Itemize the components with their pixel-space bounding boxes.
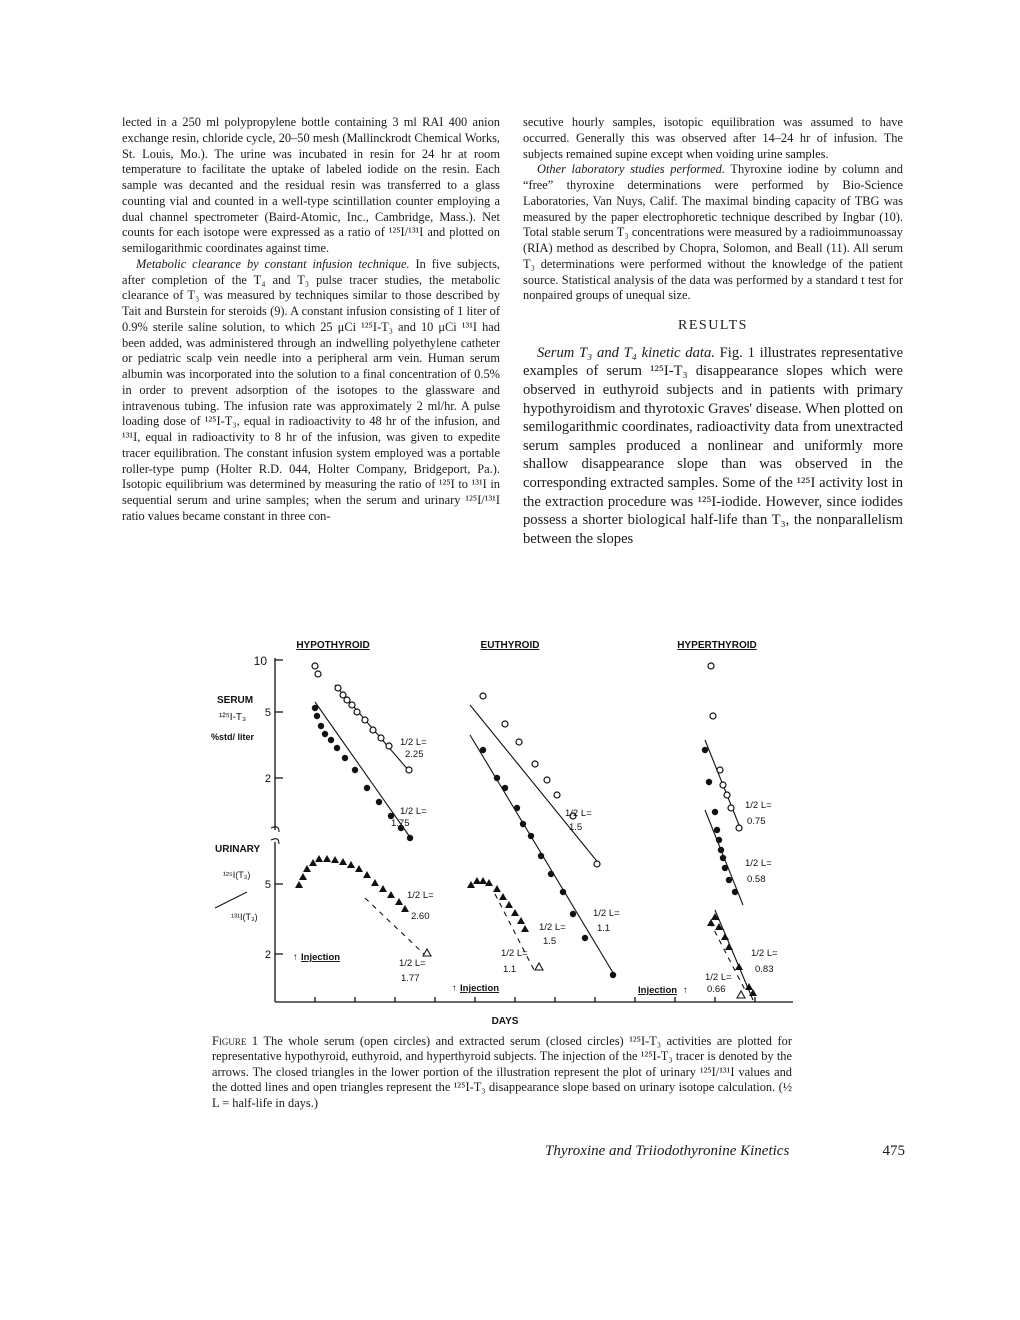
panel-title-hypothyroid: HYPOTHYROID	[296, 640, 370, 651]
injection-markers	[293, 952, 688, 996]
hl-prefix-1: 1/2 L=	[400, 737, 427, 748]
y-tick-2-urinary: 2	[264, 949, 271, 961]
hl-hyper-urinary-open: 0.66	[707, 984, 726, 995]
urinary-label: URINARY	[215, 844, 261, 855]
right-paragraph-2	[523, 162, 903, 304]
y-tick-5-serum: 5	[264, 707, 271, 719]
hl-hyper-serum-closed: 0.58	[747, 874, 766, 885]
results-paragraph	[523, 344, 903, 549]
section-heading-metabolic-clearance: Metabolic clearance by constant infusion technique.	[136, 256, 410, 271]
arrow-up-icon: ↑	[683, 985, 688, 996]
caption-text: The whole serum (open circles) and extracted serum (closed circles) ¹²⁵I-T₃ activities are plotted for representative hypothyroid, euthyroid, and hyperthyroid subjects. The injection of the ¹²⁵I-T₃ tracer is denoted by the arrows. The closed triangles in the lower portion of the illustration represent the plot of urinary ¹²⁵I/¹³¹I values and the dotted lines and open triangles represent the ¹²⁵I-T₃ disappearance slope based on urinary isotope calculation. (½ L = half-life in days.)	[212, 1034, 792, 1110]
left-paragraph-2	[122, 257, 500, 525]
figure-caption	[212, 1034, 792, 1111]
running-title: Thyroxine and Triiodothyronine Kinetics	[545, 1143, 790, 1159]
right-paragraph-2-body: Thyroxine iodine by column and “free” thyroxine determinations were performed by Bio-Science Laboratories, Van Nuys, Calif. The maximal binding capacity of TBG was measured by the paper electrophoretic technique described by Ingbar (10). Total stable serum T₃ concentrations were measured by a radioimmunoassay (RIA) method as described by Chopra, Solomon, and Beall (11). All serum T₃ determinations were performed without the knowledge of the patient source. Statistical analysis of the data was performed by a standard t test for nonpaired groups of unequal size.	[523, 162, 904, 303]
hl-hyper-urinary-closed: 0.83	[755, 964, 774, 975]
results-heading: RESULTS	[678, 318, 748, 333]
hl-prefix-7: 1/2 L=	[539, 922, 566, 933]
closed-circles	[312, 705, 738, 978]
y-tick-5-urinary: 5	[264, 879, 271, 891]
urinary-ratio-slash	[215, 892, 247, 908]
serum-label: SERUM	[217, 695, 254, 706]
hl-prefix-11: 1/2 L=	[751, 948, 778, 959]
hl-prefix-10: 1/2 L=	[745, 858, 772, 869]
half-life-labels	[391, 737, 778, 995]
page-footer	[545, 1143, 905, 1160]
hl-hypo-urinary-open: 1.77	[401, 973, 420, 984]
open-circles	[312, 663, 742, 867]
page-number: 475	[882, 1143, 905, 1159]
right-column	[523, 115, 903, 548]
hl-eu-urinary-open: 1.1	[503, 964, 517, 975]
left-column	[122, 115, 500, 525]
figure-1	[205, 630, 805, 1030]
x-axis-label: DAYS	[491, 1016, 519, 1027]
hl-prefix-9: 1/2 L=	[745, 800, 772, 811]
section-heading-kinetic-data: Serum T₃ and T₄ kinetic data.	[537, 344, 715, 361]
hl-eu-urinary-closed: 1.5	[543, 936, 557, 947]
hl-hypo-serum-closed: 1.75	[391, 818, 410, 829]
fit-lines	[315, 685, 753, 1000]
serum-isotope-label: ¹²⁵I-T₃	[219, 712, 247, 723]
hl-prefix-2: 1/2 L=	[400, 806, 427, 817]
y-tick-2-serum: 2	[264, 773, 271, 785]
urinary-ratio-bottom: ¹³¹I(T₃)	[231, 912, 258, 922]
serum-unit-label: %std/ liter	[211, 732, 255, 742]
section-heading-other-studies: Other laboratory studies performed.	[537, 162, 725, 177]
panel-title-hyperthyroid: HYPERTHYROID	[677, 640, 757, 651]
urinary-ratio-top: ¹²⁵I(T₃)	[223, 870, 251, 880]
hl-eu-serum-closed: 1.1	[597, 923, 611, 934]
hl-prefix-3: 1/2 L=	[407, 890, 434, 901]
y-tick-10: 10	[253, 654, 267, 668]
injection-label-hypo: Injection	[301, 952, 341, 963]
left-paragraph-2-body: In five subjects, after completion of the T₄ and T₃ pulse tracer studies, the metabolic clearance of T₃ was measured by techniques similar to those described by Tait and Burstein for steroids (9). A constant infusion consisting of 1 liter of 0.9% sterile saline solution, to which 25 μCi ¹²⁵I-T₃ and 10 μCi ¹³¹I had been added, was administered through an indwelling polyethylene catheter or pediatric scalp vein needle into a peripheral arm vein. Human serum albumin was incorporated into the solution to a final concentration of 0.5% in order to prevent adsorption of the isotopes to the glassware and intravenous tubing. The infusion rate was approximately 2 ml/hr. A pulse loading dose of ¹²⁵I-T₃, equal in radioactivity to 48 hr of the infusion, and ¹³¹I, equal in radioactivity to 8 hr of the infusion, was given to expedite tracer equilibration. The constant infusion system employed was a portable roller-type pump (Holter R.D. 044, Holter Company, Bridgeport, Pa.). Isotopic equilibrium was determined by measuring the ratio of ¹²⁵I to ¹³¹I in sequential serum and urine samples; when the serum and urinary ¹²⁵I/¹³¹I ratio values became constant in three con-	[122, 256, 500, 523]
arrow-up-icon: ↑	[452, 983, 457, 994]
hl-hypo-serum-open: 2.25	[405, 749, 424, 760]
panel-title-euthyroid: EUTHYROID	[480, 640, 540, 651]
hl-eu-serum-open: 1.5	[569, 822, 583, 833]
closed-triangles	[295, 855, 757, 996]
hl-prefix-4: 1/2 L=	[399, 958, 426, 969]
hl-prefix-8: 1/2 L=	[501, 948, 528, 959]
left-paragraph-1: lected in a 250 ml polypropylene bottle containing 3 ml RAI 400 anion exchange resin, chloride cycle, 20–50 mesh (Mallinckrodt Chemical Works, St. Louis, Mo.). The urine was incubated in resin for 24 hr at room temperature to facilitate the uptake of labeled iodide on the resin. Each sample was decanted and the residual resin was transferred to a glass counting vial and counted in a well-type scintillation counter employing a dual channel spectrometer (Baird-Atomic, Inc., Cambridge, Mass.). Net counts for each isotope were expressed as a ratio of ¹²⁵I/¹³¹I and plotted on semilogarithmic coordinates against time.	[122, 115, 500, 255]
right-paragraph-1: secutive hourly samples, isotopic equilibration was assumed to have occurred. Generally this was observed after 14–24 hr of infusion. The subjects remained supine except when voiding urine samples.	[523, 115, 903, 161]
hl-hypo-urinary-closed: 2.60	[411, 911, 430, 922]
arrow-up-icon: ↑	[293, 952, 298, 963]
hl-prefix-5: 1/2 L=	[565, 808, 592, 819]
hl-prefix-12: 1/2 L=	[705, 972, 732, 983]
injection-label-hyper: Injection	[638, 985, 678, 996]
injection-label-eu: Injection	[460, 983, 500, 994]
caption-label: Figure 1	[212, 1034, 259, 1048]
results-paragraph-body: Fig. 1 illustrates representative examples of serum ¹²⁵I-T₃ disappearance slopes which were observed in euthyroid subjects and in patients with primary hypothyroidism and thyrotoxic Graves' disease. When plotted on semilogarithmic coordinates, radioactivity data from unextracted serum samples produced a nonlinear and uniformly more shallow disappearance slope than was observed in the corresponding extracted samples. Some of the ¹²⁵I activity lost in the extraction procedure was ¹²⁵I-iodide. However, since iodides possess a shorter biological half-life than T₃, the nonparallelism between the slopes	[523, 344, 903, 547]
hl-hyper-serum-open: 0.75	[747, 816, 766, 827]
hl-prefix-6: 1/2 L=	[593, 908, 620, 919]
